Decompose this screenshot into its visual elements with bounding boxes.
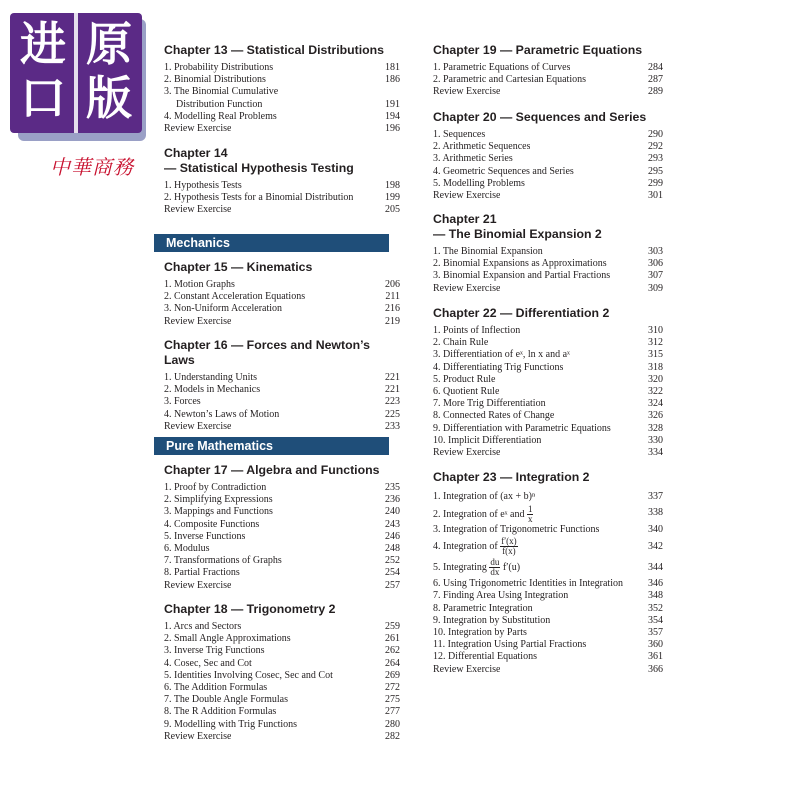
toc-entry[interactable]: 1. Motion Graphs 206 [164,279,400,290]
toc-entry[interactable]: 6. Quotient Rule 322 [433,386,663,398]
toc-entry[interactable]: 9. Integration by Substitution 354 [433,614,663,626]
toc-chapter-17 [164,463,400,592]
toc-entry[interactable]: 9. Modelling with Trig Functions 280 [164,718,400,730]
chapter-subtitle: — Statistical Hypothesis Testing [164,161,354,175]
toc-entry[interactable]: 4. Differentiating Trig Functions 318 [433,361,663,373]
toc-entry[interactable]: 4. Cosec, Sec and Cot 264 [164,657,400,669]
toc-entry[interactable]: 3. Binomial Expansion and Partial Fractions 307 [433,270,663,282]
toc-entry[interactable]: 5. Product Rule 320 [433,373,663,385]
toc-entry[interactable]: 3. Inverse Trig Functions 262 [164,645,400,657]
toc-entry[interactable]: Review Exercise 196 [164,123,400,135]
toc-entry[interactable]: Review Exercise 282 [164,730,400,742]
toc-entry[interactable]: 1. Proof by Contradiction 235 [164,482,400,493]
toc-entry[interactable]: 7. Transformations of Graphs 252 [164,555,400,567]
toc-entry[interactable]: 7. More Trig Differentiation 324 [433,398,663,410]
toc-entry[interactable]: 2. Arithmetic Sequences 292 [433,141,663,153]
toc-entry[interactable]: 7. Finding Area Using Integration 348 [433,590,663,602]
toc-entry[interactable]: 1. The Binomial Expansion 303 [433,246,663,257]
fraction-du-dx: $\frac{du}{dx}$ [490,557,500,578]
logo-brand-text: 中華商務 [50,155,134,179]
chapter-title: Chapter 20 — Sequences and Series [433,110,647,124]
toc-entry[interactable]: 8. Parametric Integration 352 [433,602,663,614]
logo-char: 口 [20,71,66,125]
toc-entry[interactable]: 8. Partial Fractions 254 [164,567,400,579]
toc-entry[interactable]: 3. Mappings and Functions 240 [164,506,400,518]
toc-entry[interactable]: Review Exercise 334 [433,447,663,459]
toc-entry[interactable]: 2. Binomial Expansions as Approximations 306 [433,258,663,270]
toc-entry[interactable]: 12. Differential Equations 361 [433,651,663,663]
toc-entry[interactable]: 2. Parametric and Cartesian Equations 287 [433,74,663,86]
toc-entry[interactable]: 5. Identities Involving Cosec, Sec and Cot 269 [164,669,400,681]
toc-entry[interactable]: Review Exercise 289 [433,86,663,98]
toc-entry[interactable]: 3. Forces 223 [164,396,400,408]
toc-entry[interactable]: 1. Points of Inflection 310 [433,325,663,336]
toc-entry[interactable]: 2. Small Angle Approximations 261 [164,633,400,645]
toc-entry[interactable]: Review Exercise 233 [164,420,400,432]
toc-entry[interactable]: 6. The Addition Formulas 272 [164,682,400,694]
chapter-title: Chapter 21 [433,212,497,226]
toc-chapter-19 [433,43,663,99]
toc-entry[interactable]: Review Exercise 205 [164,204,400,216]
toc-entry[interactable]: Review Exercise 366 [433,663,663,675]
toc-entry[interactable]: 4. Geometric Sequences and Series 295 [433,165,663,177]
toc-entry[interactable]: Review Exercise 219 [164,315,400,327]
toc-entry[interactable]: 10. Integration by Parts 357 [433,627,663,639]
toc-entry[interactable]: 3. Arithmetic Series 293 [433,153,663,165]
toc-entry[interactable]: 3. Integration of Trigonometric Functions 340 [433,524,663,535]
chapter-title: Chapter 17 — Algebra and Functions [164,463,380,477]
logo-book-icon [10,13,142,133]
toc-entry[interactable]: 3. Non-Uniform Acceleration 216 [164,303,400,315]
toc-entry[interactable]: 4. Integration of $\frac{f'(x)}{f(x)}$ 342 [433,536,663,557]
chapter-title: Chapter 15 — Kinematics [164,260,313,274]
toc-entry[interactable]: 1. Integration of (ax + b)ⁿ 337 [433,491,663,502]
chapter-title: Chapter 19 — Parametric Equations [433,43,643,57]
toc-entry[interactable]: 6. Using Trigonometric Identities in Integration 346 [433,578,663,590]
toc-chapter-16 [164,338,400,433]
toc-entry[interactable]: 1. Parametric Equations of Curves 284 [433,62,663,73]
fraction-fprime-over-f: $\frac{f'(x)}{f(x)}$ [501,536,517,557]
toc-entry[interactable]: 9. Differentiation with Parametric Equations 328 [433,422,663,434]
toc-entry[interactable]: 4. Newton’s Laws of Motion 225 [164,408,400,420]
chapter-title: Chapter 23 — Integration 2 [433,470,590,484]
toc-chapter-13 [164,43,400,135]
toc-entry[interactable]: Review Exercise 257 [164,579,400,591]
toc-entry[interactable]: 5. Integrating $\frac{du}{dx}$ f′(u) 344 [433,557,663,578]
chapter-title: Chapter 16 — Forces and Newton’s Laws [164,338,370,367]
logo-char: 进 [20,17,66,71]
toc-chapter-20 [433,110,663,202]
toc-chapter-15 [164,260,400,328]
toc-entry[interactable]: 1. Hypothesis Tests 198 [164,180,400,191]
toc-entry[interactable]: 4. Modelling Real Problems 194 [164,110,400,122]
toc-entry[interactable]: 4. Composite Functions 243 [164,518,400,530]
toc-entry[interactable]: Distribution Function 191 [176,98,400,110]
toc-entry[interactable]: 6. Modulus 248 [164,543,400,555]
toc-chapter-23 [433,470,663,676]
toc-entry[interactable]: 2. Chain Rule 312 [433,337,663,349]
toc-entry[interactable]: 5. Inverse Functions 246 [164,530,400,542]
toc-entry[interactable]: Review Exercise 301 [433,190,663,202]
logo-char: 版 [86,71,132,125]
toc-entry[interactable]: 8. Connected Rates of Change 326 [433,410,663,422]
toc-entry[interactable]: 2. Simplifying Expressions 236 [164,494,400,506]
section-header-mechanics: Mechanics [154,234,389,252]
publisher-logo [10,13,152,188]
chapter-title: Chapter 22 — Differentiation 2 [433,306,610,320]
toc-entry[interactable]: 1. Arcs and Sectors 259 [164,621,400,632]
toc-entry[interactable]: 3. Differentiation of eˣ, ln x and aˣ 315 [433,349,663,361]
chapter-title: Chapter 13 — Statistical Distributions [164,43,385,57]
toc-entry[interactable]: 8. The R Addition Formulas 277 [164,706,400,718]
chapter-title: Chapter 18 — Trigonometry 2 [164,602,336,616]
toc-entry[interactable]: 2. Models in Mechanics 221 [164,384,400,396]
toc-entry[interactable]: 11. Integration Using Partial Fractions 360 [433,639,663,651]
toc-entry[interactable]: 3. The Binomial Cumulative [164,86,279,98]
toc-chapter-22 [433,306,663,459]
chapter-subtitle: — The Binomial Expansion 2 [433,227,602,241]
toc-chapter-18 [164,602,400,743]
toc-entry[interactable]: 2. Constant Acceleration Equations 211 [164,291,400,303]
toc-entry[interactable]: 2. Binomial Distributions 186 [164,74,400,86]
toc-entry[interactable]: 1. Understanding Units 221 [164,372,400,383]
toc-entry[interactable]: 2. Hypothesis Tests for a Binomial Distribution 199 [164,192,400,204]
toc-entry[interactable]: 1. Probability Distributions 181 [164,62,400,73]
fraction-one-over-x: $\frac{1}{x}$ [527,505,533,524]
toc-entry[interactable]: 10. Implicit Differentiation 330 [433,434,663,446]
toc-chapter-14 [164,146,400,217]
logo-char: 原 [86,17,132,71]
toc-chapter-21 [433,212,663,295]
section-header-pure-mathematics: Pure Mathematics [154,437,389,455]
toc-entry[interactable]: 1. Sequences 290 [433,129,663,140]
chapter-title: Chapter 14 [164,146,228,160]
toc-entry[interactable]: 7. The Double Angle Formulas 275 [164,694,400,706]
toc-entry[interactable]: Review Exercise 309 [433,282,663,294]
toc-entry[interactable]: 5. Modelling Problems 299 [433,177,663,189]
toc-entry[interactable]: 2. Integration of eˣ and $\frac{1}{x}$ 338 [433,505,663,524]
